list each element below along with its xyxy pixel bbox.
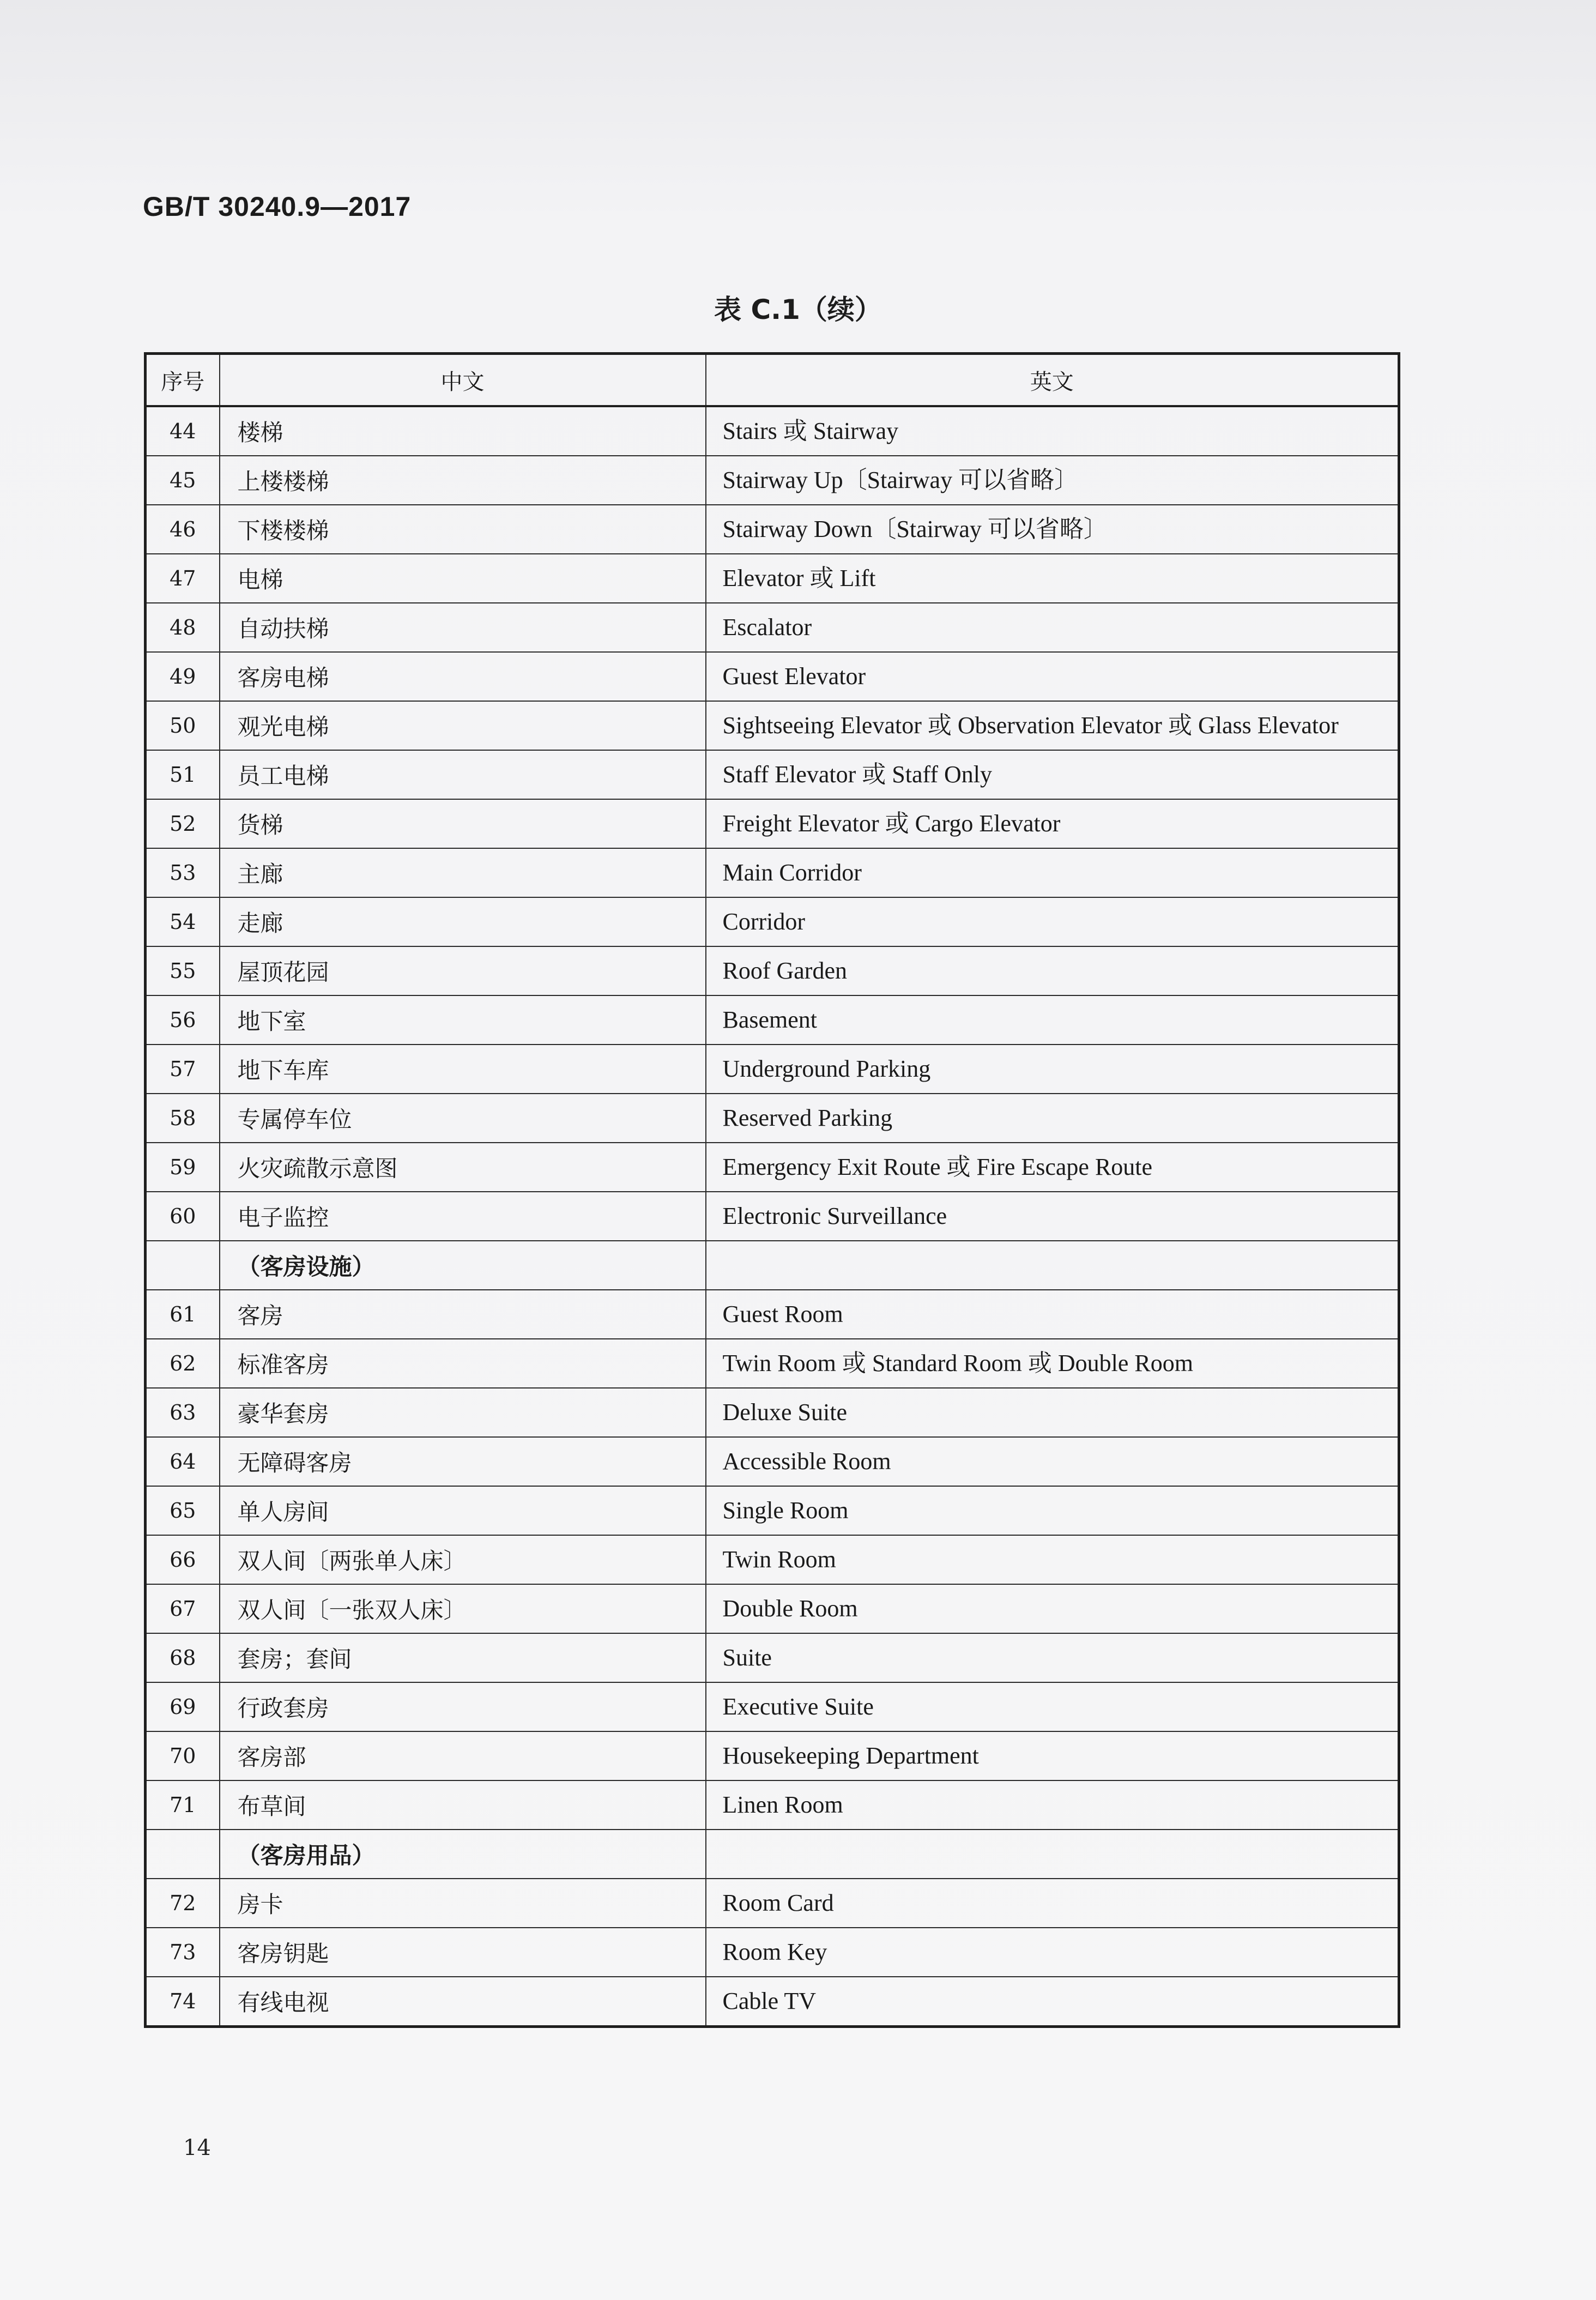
table-row [146,554,1399,603]
chinese-term-cell: 有线电视 [220,1977,706,2027]
row-number-cell: 68 [146,1633,220,1682]
english-term-cell: Executive Suite [706,1682,1399,1731]
row-number-cell: 71 [146,1780,220,1830]
table-row [146,456,1399,505]
row-number-cell: 59 [146,1143,220,1192]
row-number-cell: 57 [146,1045,220,1094]
row-number-cell: 74 [146,1977,220,2027]
table-row [146,652,1399,701]
row-number-cell: 46 [146,505,220,554]
table-row [146,995,1399,1045]
table-row [146,406,1399,456]
chinese-term-cell: 电子监控 [220,1192,706,1241]
row-number-cell: 66 [146,1535,220,1584]
english-term-cell: Guest Elevator [706,652,1399,701]
chinese-term-cell: 电梯 [220,554,706,603]
table-row [146,1094,1399,1143]
row-number-cell: 69 [146,1682,220,1731]
section-title-cell: （客房设施） [220,1241,706,1290]
section-title-cell: （客房用品） [220,1830,706,1879]
table-row [146,1977,1399,2027]
english-term-cell: Main Corridor [706,848,1399,897]
english-term-cell: Stairway Down〔Stairway 可以省略〕 [706,505,1399,554]
english-term-cell: Emergency Exit Route 或 Fire Escape Route [706,1143,1399,1192]
row-number-cell: 73 [146,1928,220,1977]
english-term-cell: Double Room [706,1584,1399,1633]
chinese-term-cell: 火灾疏散示意图 [220,1143,706,1192]
table-body [146,406,1399,2027]
table-row [146,701,1399,750]
chinese-term-cell: 豪华套房 [220,1388,706,1437]
chinese-term-cell: 员工电梯 [220,750,706,799]
standard-number: GB/T 30240.9—2017 [143,191,412,222]
chinese-term-cell: 客房电梯 [220,652,706,701]
row-number-cell: 52 [146,799,220,848]
chinese-term-cell: 地下车库 [220,1045,706,1094]
table-row [146,848,1399,897]
english-term-cell: Housekeeping Department [706,1731,1399,1780]
english-term-cell: Deluxe Suite [706,1388,1399,1437]
row-number-cell: 63 [146,1388,220,1437]
chinese-term-cell: 布草间 [220,1780,706,1830]
chinese-term-cell: 主廊 [220,848,706,897]
row-number-cell: 54 [146,897,220,946]
row-number-cell [146,1241,220,1290]
chinese-term-cell: 屋顶花园 [220,946,706,995]
table-header-row [146,354,1399,407]
english-term-cell: Reserved Parking [706,1094,1399,1143]
table-row [146,1486,1399,1535]
table-caption: 表 C.1（续） [714,294,882,325]
chinese-term-cell: 单人房间 [220,1486,706,1535]
chinese-term-cell: 双人间〔一张双人床〕 [220,1584,706,1633]
english-term-cell: Linen Room [706,1780,1399,1830]
row-number-cell: 47 [146,554,220,603]
chinese-term-cell: 双人间〔两张单人床〕 [220,1535,706,1584]
section-header-row [146,1830,1399,1879]
chinese-term-cell: 货梯 [220,799,706,848]
column-header-english: 英文 [706,354,1399,407]
row-number-cell: 72 [146,1879,220,1928]
english-term-cell: Freight Elevator 或 Cargo Elevator [706,799,1399,848]
table-row [146,1535,1399,1584]
row-number-cell: 45 [146,456,220,505]
english-term-cell: Accessible Room [706,1437,1399,1486]
english-term-cell: Cable TV [706,1977,1399,2027]
chinese-term-cell: 专属停车位 [220,1094,706,1143]
english-term-cell: Room Key [706,1928,1399,1977]
row-number-cell: 61 [146,1290,220,1339]
page-number: 14 [183,2135,211,2160]
row-number-cell: 64 [146,1437,220,1486]
english-term-cell: Electronic Surveillance [706,1192,1399,1241]
row-number-cell: 67 [146,1584,220,1633]
chinese-term-cell: 走廊 [220,897,706,946]
english-term-cell: Sightseeing Elevator 或 Observation Elevator 或 Glass Elevator [706,701,1399,750]
table-row [146,1339,1399,1388]
row-number-cell: 49 [146,652,220,701]
column-header-number: 序号 [146,354,220,407]
table-row [146,1633,1399,1682]
table-row [146,603,1399,652]
english-term-cell: Roof Garden [706,946,1399,995]
table-row [146,1928,1399,1977]
english-term-cell: Stairway Up〔Stairway 可以省略〕 [706,456,1399,505]
row-number-cell: 48 [146,603,220,652]
chinese-term-cell: 标准客房 [220,1339,706,1388]
english-term-cell: Single Room [706,1486,1399,1535]
table-row [146,946,1399,995]
table-row [146,1045,1399,1094]
chinese-term-cell: 观光电梯 [220,701,706,750]
row-number-cell: 58 [146,1094,220,1143]
english-term-cell: Twin Room [706,1535,1399,1584]
english-term-cell: Corridor [706,897,1399,946]
english-term-cell: Room Card [706,1879,1399,1928]
english-term-cell: Staff Elevator 或 Staff Only [706,750,1399,799]
row-number-cell: 53 [146,848,220,897]
table-row [146,1584,1399,1633]
table-row [146,1682,1399,1731]
english-term-cell: Escalator [706,603,1399,652]
column-header-chinese: 中文 [220,354,706,407]
table-row [146,750,1399,799]
row-number-cell: 50 [146,701,220,750]
chinese-term-cell: 地下室 [220,995,706,1045]
chinese-term-cell: 客房 [220,1290,706,1339]
table-row [146,897,1399,946]
table-row [146,1143,1399,1192]
english-term-cell: Elevator 或 Lift [706,554,1399,603]
english-term-cell: Underground Parking [706,1045,1399,1094]
chinese-term-cell: 客房钥匙 [220,1928,706,1977]
table-row [146,1879,1399,1928]
english-term-cell: Suite [706,1633,1399,1682]
english-term-cell: Basement [706,995,1399,1045]
chinese-term-cell: 行政套房 [220,1682,706,1731]
table-row [146,1731,1399,1780]
row-number-cell: 62 [146,1339,220,1388]
english-term-cell: Guest Room [706,1290,1399,1339]
table-row [146,1388,1399,1437]
chinese-term-cell: 上楼楼梯 [220,456,706,505]
section-header-row [146,1241,1399,1290]
row-number-cell: 60 [146,1192,220,1241]
chinese-term-cell: 下楼楼梯 [220,505,706,554]
row-number-cell: 65 [146,1486,220,1535]
english-term-cell [706,1241,1399,1290]
english-term-cell: Twin Room 或 Standard Room 或 Double Room [706,1339,1399,1388]
terminology-table [144,352,1400,2028]
chinese-term-cell: 楼梯 [220,406,706,456]
table-row [146,799,1399,848]
table-row [146,1192,1399,1241]
chinese-term-cell: 房卡 [220,1879,706,1928]
row-number-cell: 51 [146,750,220,799]
english-term-cell [706,1830,1399,1879]
english-term-cell: Stairs 或 Stairway [706,406,1399,456]
chinese-term-cell: 自动扶梯 [220,603,706,652]
row-number-cell: 44 [146,406,220,456]
row-number-cell: 56 [146,995,220,1045]
chinese-term-cell: 套房；套间 [220,1633,706,1682]
row-number-cell [146,1830,220,1879]
table-row [146,1780,1399,1830]
table-row [146,1290,1399,1339]
row-number-cell: 55 [146,946,220,995]
chinese-term-cell: 无障碍客房 [220,1437,706,1486]
chinese-term-cell: 客房部 [220,1731,706,1780]
row-number-cell: 70 [146,1731,220,1780]
table-row [146,505,1399,554]
table-row [146,1437,1399,1486]
